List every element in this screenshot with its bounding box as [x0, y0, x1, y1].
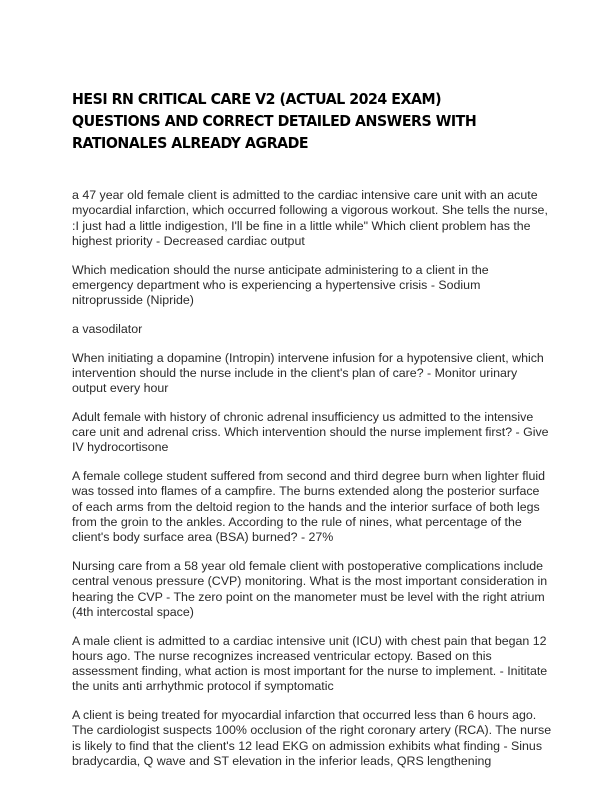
question-paragraph: Nursing care from a 58 year old female client with postoperative complications include central venous pressure (CVP) monitoring. What is the most important consideration in hearing the CVP - The zero point on the manometer must be level with the right atrium (4th intercostal space) [72, 558, 548, 619]
document-title: HESI RN CRITICAL CARE V2 (ACTUAL 2024 EXAM) QUESTIONS AND CORRECT DETAILED ANSWERS WITH RATIONALES ALREADY AGRADE [72, 90, 477, 152]
question-paragraph: A female college student suffered from second and third degree burn when lighter fluid was tossed into flames of a campfire. The burns extended along the posterior surface of each arms from the deltoid region to the hands and the interior surface of both legs from the groin to the ankles. According to the rule of nines, what percentage of the client's body surface area (BSA) burned? - 27% [72, 469, 545, 545]
question-paragraph: A client is being treated for myocardial infarction that occurred less than 6 hours ago. The cardiologist suspects 100% occlusion of the right coronary artery (RCA). The nurse is likely to find that the client's 12 lead EKG on admission exhibits what finding - Sinus bradycardia, Q wave and ST elevation in the inferior leads, QRS lengthening [72, 708, 552, 769]
document-body [72, 188, 552, 783]
question-paragraph: Which medication should the nurse anticipate administering to a client in the emergency department who is experiencing a hypertensive crisis - Sodium nitroprusside (Nipride) [72, 262, 489, 308]
question-paragraph: a 47 year old female client is admitted to the cardiac intensive care unit with an acute myocardial infarction, which occurred following a vigorous workout. She tells the nurse, :I just had a little indigestion, I'll be fine in a little while" Which client problem has the highest priority - Decreased cardiac output [72, 188, 548, 248]
question-paragraph: A male client is admitted to a cardiac intensive unit (ICU) with chest pain that began 12 hours ago. The nurse recognizes increased ventricular ectopy. Based on this assessment finding, what action is most important for the nurse to implement. - Inititate the units anti arrhythmic protocol if symptomatic [72, 633, 548, 694]
question-paragraph: Adult female with history of chronic adrenal insufficiency us admitted to the intensive care unit and adrenal criss. Which intervention should the nurse implement first? - Give IV hydrocortisone [72, 409, 549, 455]
question-paragraph: When initiating a dopamine (Intropin) intervene infusion for a hypotensive client, which intervention should the nurse include in the client's plan of care? - Monitor urinary output every hour [72, 350, 544, 396]
note-paragraph: a vasodilator [72, 321, 143, 336]
